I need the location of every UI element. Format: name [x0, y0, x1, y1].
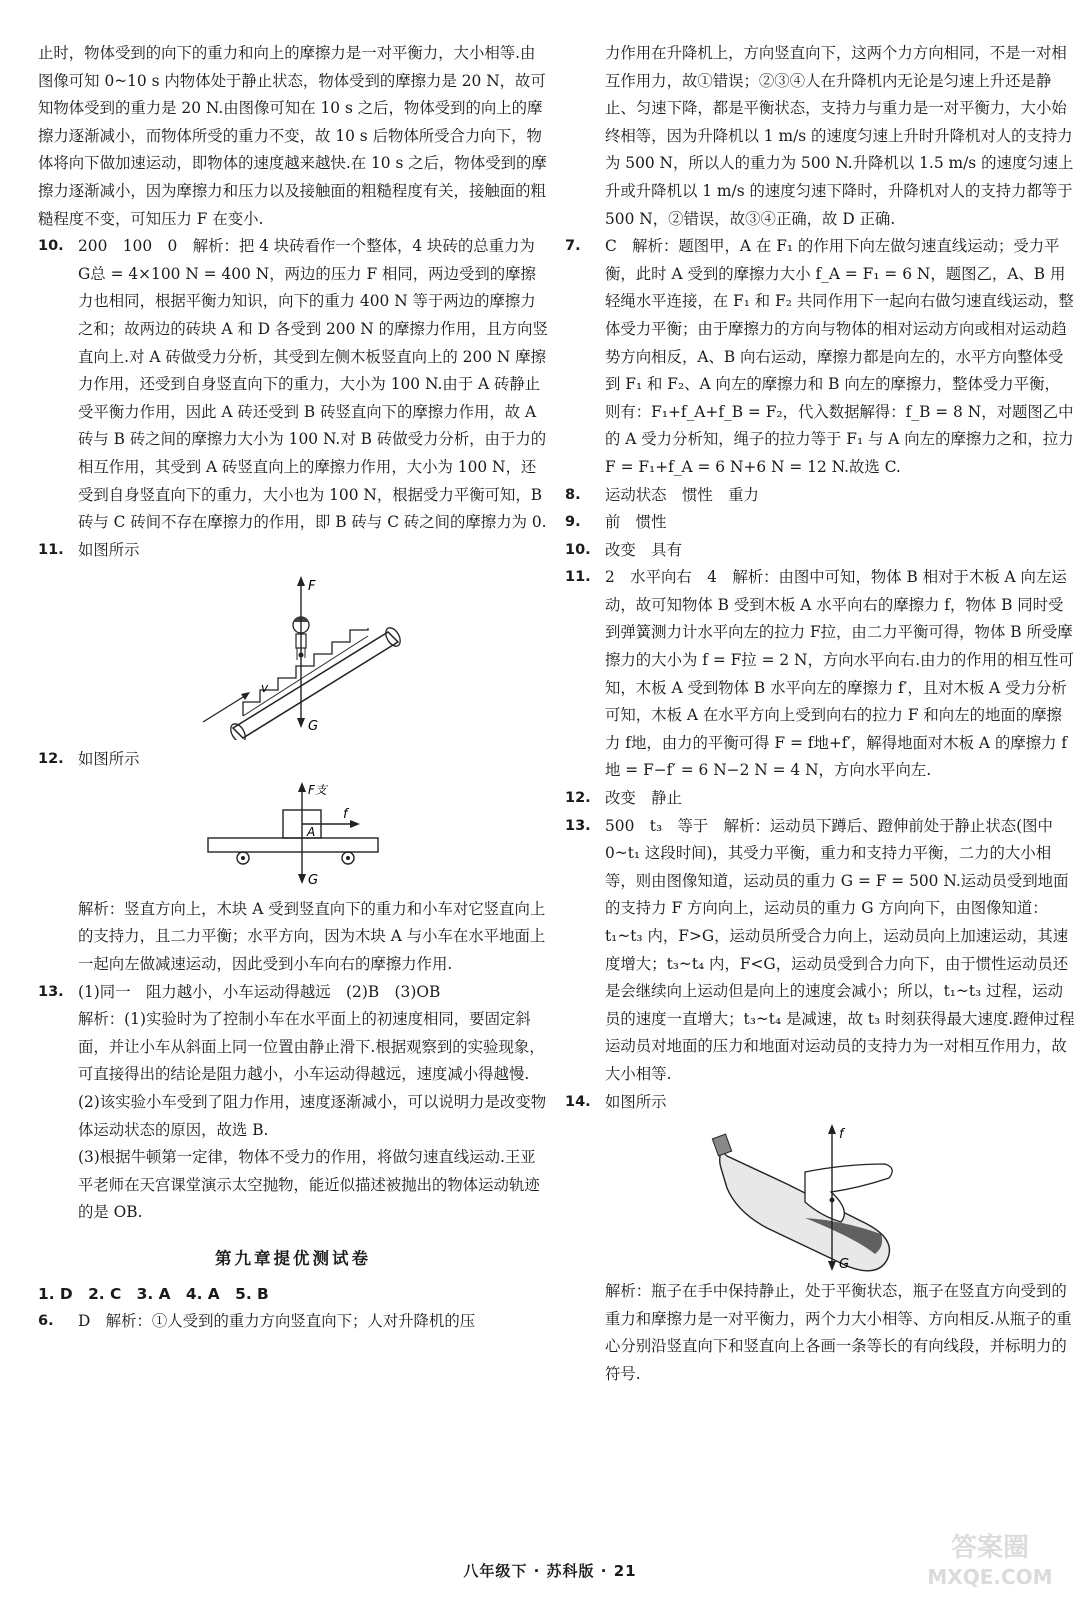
- question-number: 13.: [565, 817, 591, 834]
- q6-explanation-continued: 力作用在升降机上，方向竖直向下，这两个力方向相同，不是一对相互作用力，故①错误；②③④人在升降机内无论是匀速上升还是静止、匀速下降，都是平衡状态，支持力与重力是一对平衡力，大小始终相等，因为升降机以 1 m/s 的速度匀速上升时升降机对人的支持力为 500 N，所以人的重力为 500 N.升降机以 1.5 m/s 的速度匀速上升或升降机以 1 m/s 的速度匀速下降时，升降机对人的支持力都等于 500 N，②错误，故③④正确，故 D 正确.: [605, 44, 1074, 228]
- label-G: G: [839, 1257, 850, 1273]
- answer-text: (1)同一 阻力越小，小车运动得越远 (2)B (3)OB: [78, 982, 441, 1001]
- question-6: [38, 1308, 548, 1336]
- label-F: F: [308, 579, 316, 595]
- label-f: f: [343, 806, 348, 822]
- watermark-logo: [905, 1522, 1075, 1592]
- q12-explanation: 解析：竖直方向上，木块 A 受到竖直向下的重力和小车对它竖直向上的支持力，且二力平衡；水平方向，因为木块 A 与小车在水平地面上一起向左做减速运动，因此受到小车向右的摩擦力作用.: [78, 899, 546, 974]
- figure-q11-stairs: [38, 570, 548, 740]
- page-footer: 八年级下 · 苏科版 · 21: [463, 1562, 637, 1580]
- cart-force-diagram: [38, 780, 548, 890]
- question-number: 10.: [565, 541, 591, 558]
- answer-text: 500 t₃ 等于 解析：运动员下蹲后、蹬伸前处于静止状态(图中 0~t₁ 这段时间)，其受力平衡，重力和支持力平衡，二力的大小相等，则由图像知道，运动员的重力 G = F = 500 N.运动员受到地面的支持力 F 方向向上，运动员的重力 G 方向向下，由图像知道：t₁~t₃ 内，F>G，运动员所受合力向上，运动员向上加速运动，其速度增大；t₃~t₄ 内，F<G，运动员受到合力向下，由于惯性运动员还是会继续向上运动但是向上的速度会减小；所以，t₁~t₃ 过程，运动员的速度一直增大；t₃~t₄ 是减速，故 t₃ 时刻获得最大速度.蹬伸过程运动员对地面的压力和地面对运动员的支持力为一对相互作用力，故大小相等.: [605, 816, 1075, 1083]
- right-column: [565, 40, 1075, 1389]
- figure-q14-bottle: [565, 1122, 1075, 1272]
- label-G: G: [308, 872, 319, 888]
- question-10: [565, 537, 1075, 565]
- question-number: 14.: [565, 1093, 591, 1110]
- left-column: [38, 40, 548, 1336]
- answer-text: 如图所示: [78, 540, 140, 559]
- question-14: [565, 1089, 1075, 1117]
- q9-explanation-continued: 止时，物体受到的向下的重力和向上的摩擦力是一对平衡力，大小相等.由图像可知 0~10 s 内物体处于静止状态，物体受到的摩擦力是 20 N，故可知物体受到的重力是 20 N.由图像可知在 10 s 之后，物体受到的向上的摩擦力逐渐减小，而物体所受的重力不变，故 10 s 后物体所受合力向下，物体将向下做加速运动，即物体的速度越来越快.在 10 s 之后，物体受到的摩擦力逐渐减小，因为摩擦力和压力以及接触面的粗糙程度有关，接触面的粗糙程度不变，可知压力 F 在变小.: [38, 44, 547, 228]
- svg-text:答案圈: 答案圈: [950, 1533, 1030, 1563]
- section-title: 第九章提优测试卷: [215, 1249, 371, 1268]
- question-11: [565, 564, 1075, 785]
- answers-1-5: 1. D 2. C 3. A 4. A 5. B: [38, 1284, 269, 1303]
- answer-text: D 解析：①人受到的重力方向竖直向下；人对升降机的压: [78, 1312, 476, 1331]
- question-number: 12.: [38, 751, 64, 768]
- q13-explanation-3: (3)根据牛顿第一定律，物体不受力的作用，将做匀速直线运动.王亚平老师在天宫课堂演示太空抛物，能近似描述被抛出的物体运动轨迹的是 OB.: [78, 1148, 540, 1222]
- answer-text: 前 惯性: [605, 513, 667, 532]
- question-8: [565, 482, 1075, 510]
- question-number: 10.: [38, 238, 64, 255]
- question-13: [38, 979, 548, 1007]
- question-7: [565, 233, 1075, 481]
- answer-text: 如图所示: [78, 750, 140, 769]
- svg-text:MXQE.COM: MXQE.COM: [927, 1565, 1053, 1589]
- answer-text: 运动状态 惯性 重力: [605, 485, 759, 504]
- label-v: v: [261, 681, 269, 696]
- q13-explanation-2: (2)该实验小车受到了阻力作用，速度逐渐减小，可以说明力是改变物体运动状态的原因，故选 B.: [78, 1093, 547, 1139]
- question-number: 7.: [565, 238, 581, 255]
- question-12: [565, 785, 1075, 813]
- question-number: 6.: [38, 1313, 54, 1330]
- question-number: 12.: [565, 790, 591, 807]
- answer-text: 改变 静止: [605, 789, 682, 808]
- escalator-force-diagram: [38, 570, 548, 740]
- answer-text: C 解析：题图甲，A 在 F₁ 的作用下向左做匀速直线运动；受力平衡，此时 A 受到的摩擦力大小 f_A = F₁ = 6 N，题图乙，A、B 用轻绳水平连接，在 F₁ 和 F₂ 共同作用下一起向右做匀速直线运动，整体受力平衡；由于摩擦力的方向与物体的相对运动方向或相对运动趋势方向相反，A、B 向右运动，摩擦力都是向左的，水平方向整体受到 F₁ 和 F₂、A 向左的摩擦力和 B 向左的摩擦力，整体受力平衡，则有：F₁+f_A+f_B = F₂，代入数据解得：f_B = 8 N，对题图乙中的 A 受力分析知，绳子的拉力等于 F₁ 与 A 向左的摩擦力之和，拉力 F = F₁+f_A = 6 N+6 N = 12 N.故选 C.: [605, 237, 1074, 476]
- question-10: [38, 233, 548, 537]
- question-number: 11.: [565, 569, 591, 586]
- q13-explanation-1: 解析：(1)实验时为了控制小车在水平面上的初速度相同，要固定斜面，并让小车从斜面上同一位置由静止滑下.根据观察到的实验现象，可直接得出的结论是阻力越小，小车运动得越远，速度减小得越慢.: [78, 1010, 545, 1084]
- answer-text: 如图所示: [605, 1092, 667, 1111]
- q14-explanation: 解析：瓶子在手中保持静止，处于平衡状态，瓶子在竖直方向受到的重力和摩擦力是一对平衡力，两个力大小相等、方向相反.从瓶子的重心分别沿竖直向下和竖直向上各画一条等长的有向线段，并标明力的符号.: [605, 1282, 1072, 1383]
- question-number: 9.: [565, 514, 581, 531]
- label-A: A: [307, 824, 316, 839]
- answer-text: 改变 具有: [605, 540, 682, 559]
- question-11: [38, 537, 548, 565]
- question-number: 11.: [38, 541, 64, 558]
- question-13: [565, 813, 1075, 1089]
- question-12: [38, 746, 548, 774]
- question-number: 8.: [565, 486, 581, 503]
- label-f: f: [839, 1127, 844, 1143]
- label-Fn: F支: [308, 782, 327, 797]
- bottle-force-diagram: [565, 1122, 1075, 1272]
- question-9: [565, 509, 1075, 537]
- figure-q12-cart: [38, 780, 548, 890]
- answer-text: 2 水平向右 4 解析：由图中可知，物体 B 相对于木板 A 向左运动，故可知物体 B 受到木板 A 水平向右的摩擦力 f，物体 B 同时受到弹簧测力计水平向左的拉力 F拉，由二力平衡可得，物体 B 所受摩擦力的大小为 f = F拉 = 2 N，方向水平向右.由力的作用的相互性可知，木板 A 受到物体 B 水平向左的摩擦力 f′，且对木板 A 受力分析可知，木板 A 在水平方向上受到向右的拉力 F 和向左的地面的摩擦力 f地，由力的平衡可得 F = f地+f′，解得地面对木板 A 的摩擦力 f地 = F−f′ = 6 N−2 N = 4 N，方向水平向左.: [605, 568, 1075, 780]
- label-G: G: [308, 719, 319, 735]
- question-number: 13.: [38, 983, 64, 1000]
- answer-text: 200 100 0 解析：把 4 块砖看作一个整体，4 块砖的总重力为 G总 = 4×100 N = 400 N，两边的压力 F 相同，两边受到的摩擦力也相同，根据平衡力知识，向下的重力 400 N 等于两边的摩擦力之和；故两边的砖块 A 和 D 各受到 200 N 的摩擦力作用，且方向竖直向上.对 A 砖做受力分析，其受到左侧木板竖直向上的 200 N 摩擦力作用，还受到自身竖直向下的重力，大小为 100 N.由于 A 砖静止受平衡力作用，因此 A 砖还受到 B 砖竖直向下的摩擦力作用，故 A 砖与 B 砖之间的摩擦力大小为 100 N.对 B 砖做受力分析，由于力的相互作用，其受到 A 砖竖直向上的摩擦力作用，大小为 100 N，还受到自身竖直向下的重力，大小也为 100 N，根据受力平衡可知，B 砖与 C 砖间不存在摩擦力的作用，即 B 砖与 C 砖之间的摩擦力为 0.: [78, 237, 548, 532]
